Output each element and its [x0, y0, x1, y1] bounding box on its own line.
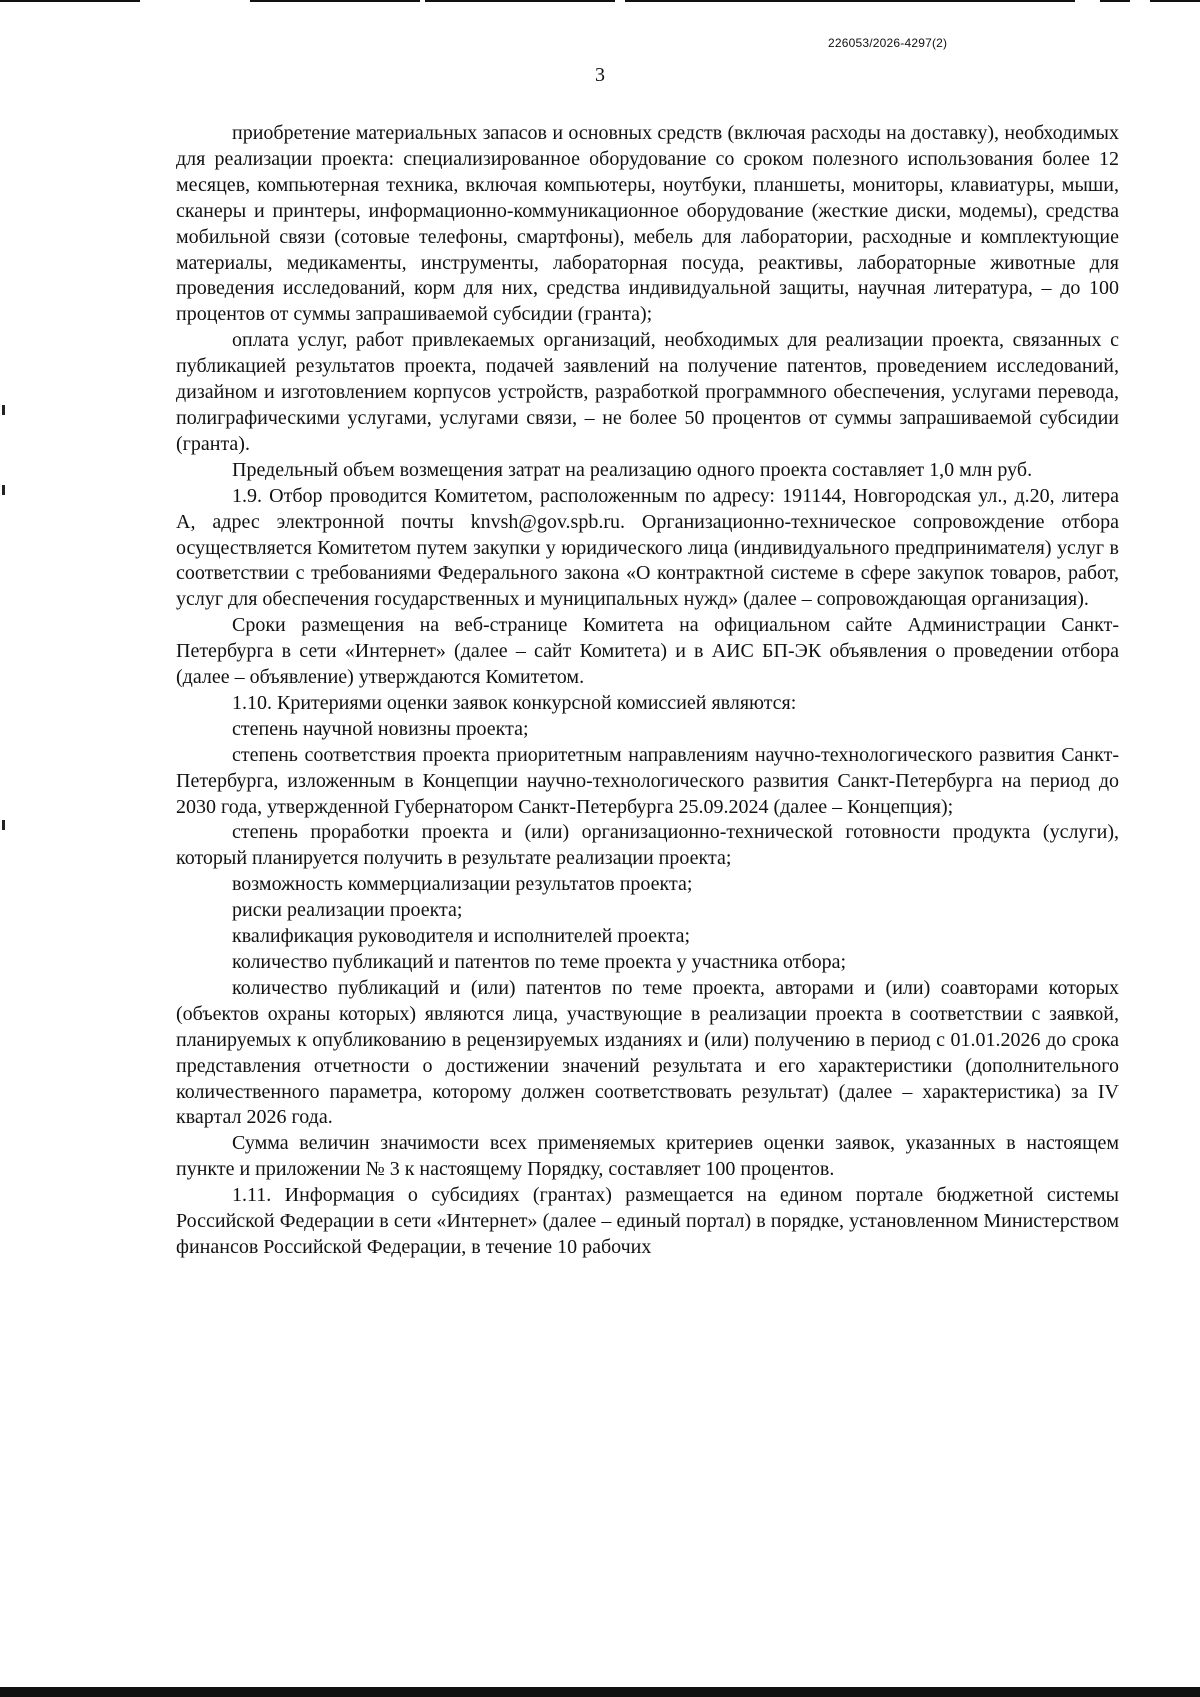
scan-bottom-edge [0, 1687, 1200, 1697]
criteria-item: степень соответствия проекта приоритетным направлениям научно-технологического развития Санкт-Петербурга, изложенным в Концепции научно-технологического развития Санкт-Петербурга на период до 2030 года, утвержденной Губернатором Санкт-Петербурга 25.09.2024 (далее – Концепция); [176, 743, 1119, 818]
criteria-item: количество публикаций и патентов по теме проекта у участника отбора; [232, 951, 847, 973]
document-body [176, 121, 1119, 1261]
criteria-item: возможность коммерциализации результатов проекта; [232, 873, 693, 896]
paragraph: Сумма величин значимости всех применяемых критериев оценки заявок, указанных в настоящем пункте и приложении № 3 к настоящему Порядку, составляет 100 процентов. [176, 1132, 1119, 1181]
paragraph: Сроки размещения на веб-странице Комитета на официальном сайте Администрации Санкт-Петербурга в сети «Интернет» (далее – сайт Комитета) и в АИС БП-ЭК объявления о проведении отбора (далее – объявление) утверждаются Комитетом. [176, 614, 1119, 689]
criteria-item: количество публикаций и (или) патентов по теме проекта, авторами и (или) соавторами которых (объектов охраны которых) являются лица, участвующие в реализации проекта в соответствии с заявкой, планируемых к опубликованию в рецензируемых изданиях и (или) получению в период с 01.01.2026 до срока представления отчетности о достижении значений результата и его характеристики (дополнительного количественного параметра, которому должен соответствовать результат) (далее – характеристика) за IV квартал 2026 года. [176, 976, 1119, 1129]
paragraph-section-1-11: 1.11. Информация о субсидиях (грантах) размещается на едином портале бюджетной системы Российской Федерации в сети «Интернет» (далее – единый портал) в порядке, установленном Министерством финансов Российской Федерации, в течение 10 рабочих [176, 1184, 1119, 1258]
scan-margin-mark [2, 820, 5, 830]
paragraph: оплата услуг, работ привлекаемых организаций, необходимых для реализации проекта, связанных с публикацией результатов проекта, подачей заявлений на получение патентов, проведением исследований, дизайном и изготовлением корпусов устройств, разработкой программного обеспечения, услугами перевода, полиграфическими услугами, услугами связи, – не более 50 процентов от суммы запрашиваемой субсидии (гранта). [176, 329, 1119, 455]
scan-margin-mark [2, 485, 5, 495]
paragraph: Предельный объем возмещения затрат на реализацию одного проекта составляет 1,0 млн руб. [232, 458, 1033, 481]
criteria-item: риски реализации проекта; [232, 899, 463, 922]
page-number: 3 [595, 64, 605, 86]
document-registration-number: 226053/2026-4297(2) [828, 36, 948, 50]
paragraph-section-1-10: 1.10. Критериями оценки заявок конкурсной комиссией являются: [232, 691, 797, 714]
criteria-item: квалификация руководителя и исполнителей проекта; [232, 925, 691, 948]
paragraph: приобретение материальных запасов и основных средств (включая расходы на доставку), необходимых для реализации проекта: специализированное оборудование со сроком полезного использования более 12 месяцев, компьютерная техника, включая компьютеры, ноутбуки, планшеты, мониторы, клавиатуры, мыши, сканеры и принтеры, информационно-коммуникационное оборудование (жесткие диски, модемы), средства мобильной связи (сотовые телефоны, смартфоны), мебель для лаборатории, расходные и комплектующие материалы, медикаменты, инструменты, лабораторная посуда, реактивы, лабораторные животные для проведения исследований, корм для них, средства индивидуальной защиты, научная литература, – до 100 процентов от суммы запрашиваемой субсидии (гранта); [176, 122, 1119, 326]
criteria-item: степень проработки проекта и (или) организационно-технической готовности продукта (услуги), который планируется получить в результате реализации проекта; [176, 821, 1119, 870]
criteria-item: степень научной новизны проекта; [232, 717, 529, 740]
scan-top-edge [0, 0, 1200, 4]
scan-margin-mark [2, 405, 5, 415]
paragraph-section-1-9: 1.9. Отбор проводится Комитетом, расположенным по адресу: 191144, Новгородская ул., д.20, литера А, адрес электронной почты knvsh@gov.spb.ru. Организационно-техническое сопровождение отбора осуществляется Комитетом путем закупки у юридического лица (индивидуального предпринимателя) услуг в соответствии с требованиями Федерального закона «О контрактной системе в сфере закупок товаров, работ, услуг для обеспечения государственных и муниципальных нужд» (далее – сопровождающая организация). [176, 484, 1119, 611]
